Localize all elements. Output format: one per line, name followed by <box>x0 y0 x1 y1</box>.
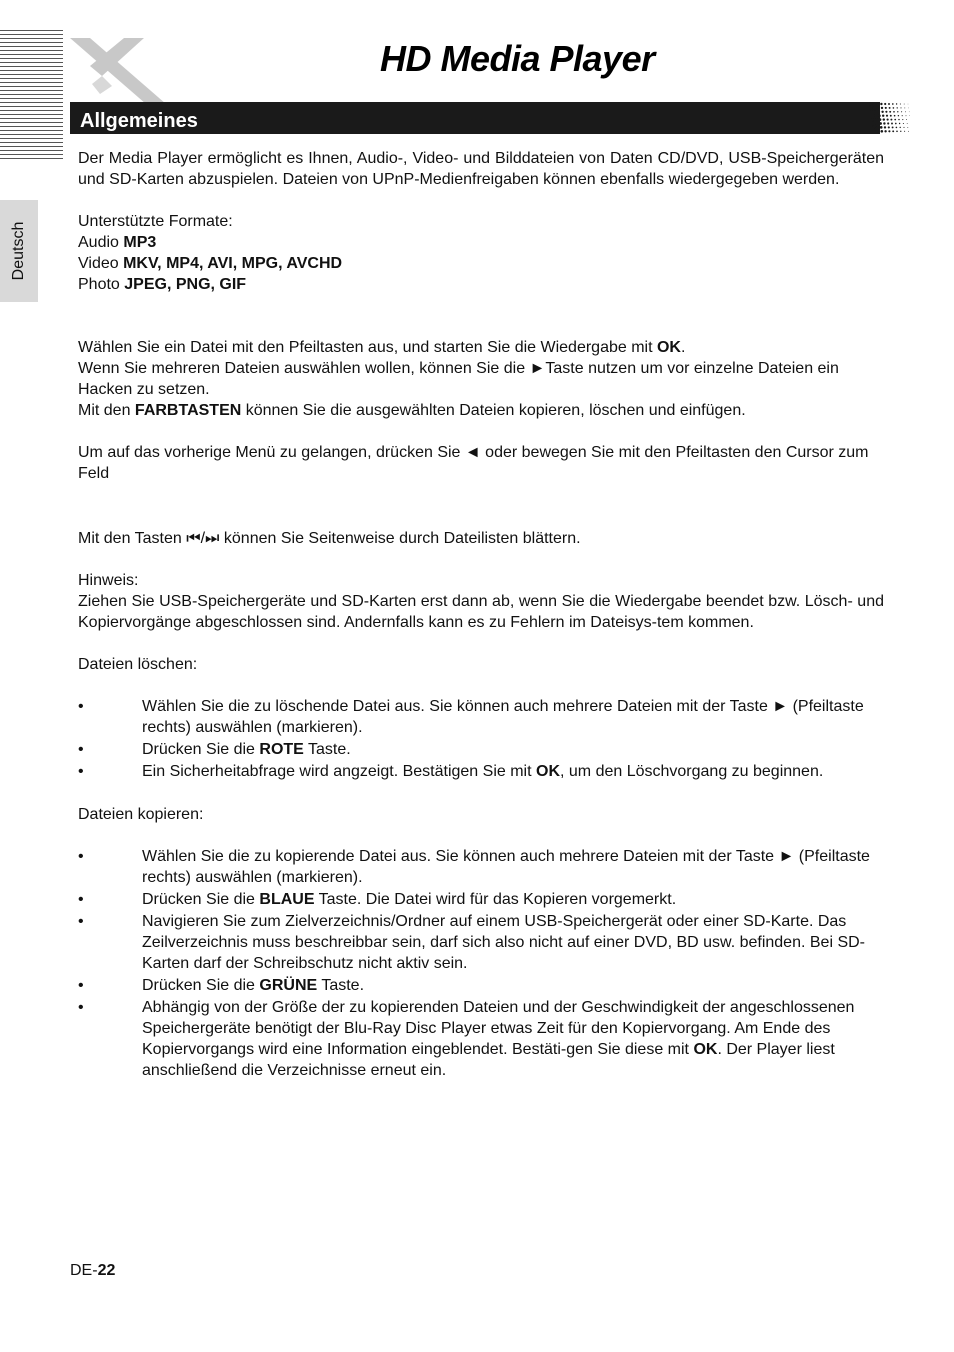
copy-steps-list <box>78 846 884 1081</box>
delete-heading: Dateien löschen: <box>78 656 198 673</box>
list-item: • Ein Sicherheitabfrage wird angzeigt. Bestätigen Sie mit OK, um den Löschvorgang zu beginnen. <box>78 763 824 780</box>
list-item: • Drücken Sie die GRÜNE Taste. <box>78 977 365 994</box>
list-item: • Wählen Sie die zu kopierende Datei aus. Sie können auch mehrere Dateien mit der Taste ► (Pfeiltaste rechts) auswählen (markieren). <box>78 848 870 886</box>
note-text: Ziehen Sie USB-Speichergeräte und SD-Karten erst dann ab, wenn Sie die Wiedergabe beendet bzw. Lösch- und Kopiervorgänge abgeschlossen sind. Andernfalls kann es zu Fehlern im Dateisys-tem kommen. <box>78 593 884 631</box>
delete-steps-list <box>78 696 884 782</box>
list-item: • Abhängig von der Größe der zu kopierenden Dateien und der Geschwindigkeit der angeschlossenen Speichergeräte benötigt der Blu-Ray Disc Player etwas Zeit für den Kopiervorgang. Am Ende des Kopiervorgangs wird eine Information eingeblendet. Bestäti-gen Sie diese mit OK. Der Player liest anschließend die Verzeichnisse erneut ein. <box>78 999 855 1079</box>
language-tab-label: Deutsch <box>10 221 27 281</box>
selection-line-3: Mit den FARBTASTEN können Sie die ausgewählten Dateien kopieren, löschen und einfügen. <box>78 402 746 419</box>
page-content <box>78 148 884 1082</box>
navigation-paragraph: Um auf das vorherige Menü zu gelangen, drücken Sie ◄ oder bewegen Sie mit den Pfeiltasten den Cursor zum Feld <box>78 444 869 482</box>
margin-stripes <box>0 30 63 160</box>
selection-line-2: Wenn Sie mehreren Dateien auswählen wollen, können Sie die ►Taste nutzen um vor einzelne Dateien ein Hacken zu setzen. <box>78 360 839 398</box>
formats-heading: Unterstützte Formate: <box>78 213 233 230</box>
brand-x-logo <box>62 32 172 107</box>
section-title: Allgemeines <box>80 110 198 132</box>
copy-heading: Dateien kopieren: <box>78 806 204 823</box>
list-item: • Wählen Sie die zu löschende Datei aus. Sie können auch mehrere Dateien mit der Taste ► (Pfeiltaste rechts) auswählen (markieren). <box>78 698 864 736</box>
list-item: • Navigieren Sie zum Zielverzeichnis/Ordner auf einem USB-Speichergerät oder einer SD-Karte. Das Zeilverzeichnis muss beschreibbar sein, darf sich also nicht auf einer DVD, BD usw. befinden. Bei SD-Karten darf der Schreibschutz nicht aktiv sein. <box>78 913 865 972</box>
page-number: DE-22 <box>70 1262 116 1279</box>
format-audio: Audio MP3 <box>78 234 157 251</box>
paging-paragraph: Mit den Tasten ⏮/⏭ können Sie Seitenweise durch Dateilisten blättern. <box>78 530 581 547</box>
halftone-decoration <box>868 102 910 134</box>
format-photo: Photo JPEG, PNG, GIF <box>78 276 247 293</box>
intro-paragraph: Der Media Player ermöglicht es Ihnen, Audio-, Video- und Bilddateien von Daten CD/DVD, USB-Speichergeräten und SD-Karten abzuspielen. Dateien von UPnP-Medienfreigaben können ebenfalls wiedergegeben werden. <box>78 150 884 188</box>
selection-line-1: Wählen Sie ein Datei mit den Pfeiltasten aus, und starten Sie die Wiedergabe mit OK. <box>78 339 686 356</box>
document-title: HD Media Player <box>380 38 655 79</box>
list-item: • Drücken Sie die ROTE Taste. <box>78 741 351 758</box>
note-heading: Hinweis: <box>78 572 139 589</box>
list-item: • Drücken Sie die BLAUE Taste. Die Datei wird für das Kopieren vorgemerkt. <box>78 891 677 908</box>
format-video: Video MKV, MP4, AVI, MPG, AVCHD <box>78 255 343 272</box>
